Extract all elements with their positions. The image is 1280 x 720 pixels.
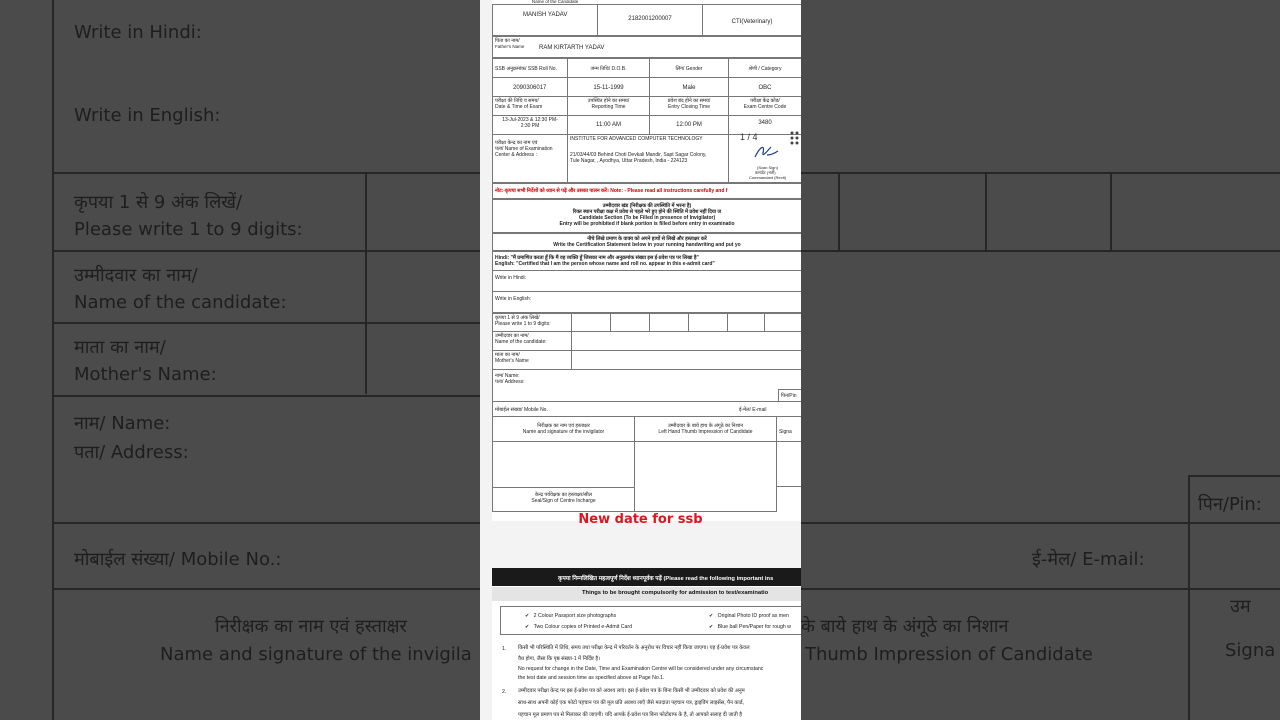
video-caption: New date for ssb [578,512,703,527]
bg-invig-en: Name and signature of the invigila [160,644,472,665]
reg-no: 2182001200007 [628,16,672,22]
digit-box[interactable] [764,313,801,332]
centre-name: INSTITUTE FOR ADVANCED COMPUTER TECHNOLOGY [570,136,703,142]
dob: 15-11-1999 [567,77,650,97]
bg-invig-hi: निरीक्षक का नाम एवं हस्ताक्षर [215,616,407,637]
instructions-subheader: Things to be brought compulsorily for admission to test/examinatio [492,587,801,601]
closing-time: 12:00 PM [649,115,729,135]
candidate-name: MANISH YADAV [523,12,568,18]
reg-no-cell [597,4,703,36]
candidate-name-field[interactable] [571,331,801,351]
statement-row: Hindi: "मैं प्रमाणित करता हूँ कि मैं वह व्यक्ति हूँ जिसका नाम और अनुक्रमांक संख्या इस ई-प्रवेश पत्र पर लिखा है" English: "Certified that I am the person whose name and roll no. appear in this e-admit card" [492,251,801,271]
digits-label: कृपया 1 से 9 अंक लिखें/ Please write 1 to 9 digits: [492,313,572,332]
signature-box: (Scan Sign) कमांडेंट (भर्ती) Commandant (Rectt) [728,134,801,183]
name-caption: Name of the Candidate [532,0,579,4]
father-row [492,36,801,58]
exam-date-label: परीक्षा की तिथि व समय/ Date & Time of Exam [492,96,568,116]
centre-code: 3480 [728,115,801,135]
bg-email: ई-मेल/ E-mail: [1032,549,1145,570]
p2-hi-2: साथ-साथ अपनी कोई एक फोटो पहचान पत्र की मूल प्रति अवश्य लाएँ जैसे मतदाता पहचान पत्र, ड्राइविंग लाइसेंस, पैन कार्ड, [518,700,744,706]
post-cell [702,4,801,36]
certification-header: नीचे लिखे प्रमाण के वाक्य को अपने हाथों से लिखें और हस्ताक्षर करें Write the Certification Statement below in your running handwriting and put yo [492,233,801,251]
address-field[interactable]: नाम/ Name: पता/ Address: [492,369,801,402]
items-box [500,606,801,635]
digit-box[interactable] [727,313,765,332]
centre-address: INSTITUTE FOR ADVANCED COMPUTER TECHNOLOGY 21/03/44/03 Behind Choti Devkali Mandir, Sapt Sagar Colony, Tule Nagar, , Ayodhya, Uttar Pradesh, India - 224123 [567,134,729,183]
closing-label: प्रवेश बंद होने का समय/ Entry Closing Time [649,96,729,116]
p1-hi-2: वैध होगा, जैसा कि पृष्ठ संख्या-1 में निर्दिष्ट है। [518,656,601,662]
exam-datetime: 13-Jul-2023 & 12:30 PM- 2:30 PM [492,115,568,135]
item-photos: ✔ 2 Colour Passport size photographs [525,613,617,619]
bg-write-hindi: Write in Hindi: [74,22,202,43]
note-row: नोट:-कृपया सभी निर्देशों को ध्यान से पढ़ें और उसका पालन करें। Note: - Please read all instructions carefully and f [492,183,801,199]
mother-name-label: माता का नाम/ Mother's Name [492,350,572,370]
drag-handle-icon[interactable] [789,130,799,146]
thumb-box[interactable] [634,441,777,512]
item-admit-copies: ✔ Two Colour copies of Printed e-Admit Card [525,624,632,630]
mother-name-field[interactable] [571,350,801,370]
write-hindi-field[interactable]: Write in Hindi: [492,270,801,292]
category: OBC [728,77,801,97]
p1-hi-1: किसी भी परिस्थिति में तिथि, समय तथा परीक्षा केन्द्र में परिवर्तन के अनुरोध पर विचार नहीं किया जाएगा। यह ई-प्रवेश पत्र केवल [518,645,750,651]
digit-box[interactable] [649,313,689,332]
digit-box[interactable] [610,313,650,332]
bg-name-label: नाम/ Name: [74,413,171,434]
digit-box[interactable] [571,313,611,332]
instructions-header: कृपया निम्नलिखित महत्वपूर्ण निर्देश ध्यानपूर्वक पढ़ें (Please read the following important ins [492,568,801,586]
candidate-name-label: उम्मीदवार का नाम/ Name of the candidate: [492,331,572,351]
p2-hi-3: पहचान मूल प्रमाण पत्र से मिलाकर की जाएगी। यदि आपके ई-प्रवेश पत्र बिना फोटोग्राफ के है, तो आपको सलाह दी जाती है [518,712,743,718]
centre-code-label: परीक्षा केंद्र कोड/ Exam Centre Code [728,96,801,116]
p1-en-2: the test date and session time as specified above at Page No.1. [518,675,665,681]
candidate-section-header: उम्मीदवार खंड (निरीक्षक की उपस्थिति में भरना है) रिक्त स्थान परीक्षा कक्ष में प्रवेश से पहले भरे हुए होने की स्थिति में प्रवेश नहीं दिया ज Candidate Section (To be Filled in presence of Invigilator) Entry will be prohibited if blank portion is filled before entry in examinatio [492,199,801,233]
father-name: RAM KIRTARTH YADAV [539,45,605,51]
thumb-header: उम्मीदवार के बाये हाथ के अंगूठे का निशान Left Hand Thumb Impression of Candidate [634,416,777,442]
signature-icon [753,143,779,161]
reporting-time: 11:00 AM [567,115,650,135]
roll-label: SSB अनुक्रमांक/ SSB Roll No. [492,58,568,78]
bg-sig-en: Signa [1225,640,1276,661]
bg-pin: पिन/Pin: [1198,494,1262,515]
gender-label: लिंग/ Gender [649,58,729,78]
bg-mother-hi: माता का नाम/ [74,337,166,358]
digit-box[interactable] [688,313,728,332]
bg-thumb-hi: के बाये हाथ के अंगूठे का निशान [801,616,1009,637]
invigilator-header: निरीक्षक का नाम एवं हस्ताक्षर Name and signature of the invigilator [492,416,635,442]
signature-header: Signa [776,416,801,442]
bg-candidate-en: Name of the candidate: [74,292,287,313]
admit-card-page [492,0,801,521]
contact-row[interactable]: मोबाईल संख्या/ Mobile No. ई-मेल/ E-mail [492,401,801,417]
bg-mother-en: Mother's Name: [74,364,217,385]
bg-candidate-hi: उम्मीदवार का नाम/ [74,265,198,286]
reporting-label: उपस्थित होने का समय/ Reporting Time [567,96,650,116]
bg-address-label: पता/ Address: [74,442,189,463]
centre-label: परीक्षा केन्द्र का नाम एवं पता/ Name of Examination Center & Address : [492,134,568,183]
candidate-name-cell [492,4,598,36]
gender: Male [649,77,729,97]
seal-box: केन्द्र पर्यवेक्षक का हस्ताक्षर/सील Seal/Sign of Centre Incharge [492,487,635,512]
item-pen: ✔ Blue ball Pen/Paper for rough w [709,624,791,630]
bg-write-english: Write in English: [74,105,221,126]
item-photo-id: ✔ Original Photo ID proof as men [709,613,789,619]
pin-field[interactable]: पिन/Pin [778,389,801,402]
p2-hi-1: उम्मीदवार परीक्षा केन्द्र पर इस ई-प्रवेश पत्र को अवश्य लाएं। इस ई-प्रवेश पत्र के बिना किसी भी उम्मीदवार को प्रवेश की अनुम [518,688,745,694]
bg-thumb-en: Thumb Impression of Candidate [805,644,1093,665]
document-viewer[interactable] [480,0,801,720]
roll-no: 2090306017 [492,77,568,97]
post: CTI(Veterinary) [731,19,773,25]
bg-sig-hi: उम [1230,596,1251,617]
write-english-field[interactable]: Write in English: [492,291,801,313]
father-label-hi: पिता का नाम/ [495,38,520,44]
dob-label: जन्म तिथि/ D.O.B. [567,58,650,78]
category-label: श्रेणी / Category [728,58,801,78]
signature-box-candidate[interactable] [776,441,801,487]
page-indicator: 1 / 4 [740,132,758,142]
bg-mobile: मोबाईल संख्या/ Mobile No.: [74,549,282,570]
father-label-en: Father's Name [495,44,525,49]
invigilator-sign-box[interactable] [492,441,635,488]
bg-digits-hi: कृपया 1 से 9 अंक लिखें/ [74,192,243,213]
bg-digits-en: Please write 1 to 9 digits: [74,219,303,240]
p1-en-1: No request for change in the Date, Time and Examination Centre will be considered under any circumstanc [518,666,764,672]
instructions-page: कृपया निम्नलिखित महत्वपूर्ण निर्देश ध्यानपूर्वक पढ़ें (Please read the following important ins Things to be brought compulsorily for admission to test/examinatio ✔ 2 Colour Passport size photographs ✔ Original Photo ID proof as men ✔ Two Colour copies of Printed e-Admit Card ✔ Blue ball Pen/Paper for rough w 1. किसी भी परिस्थिति में तिथि, समय तथा परीक्षा केन्द्र में परिवर्तन के अनुरोध पर विचार नहीं किया जाएगा। यह ई-प्रवेश पत्र केवल वैध होगा, जैसा कि पृष्ठ संख्या-1 में निर्दिष्ट है। No request for change in the Date, Time and Examination Centre will be considered under any circumstanc the test date and session time as specified above at Page No.1. 2. उम्मीदवार परीक्षा केन्द्र पर इस ई-प्रवेश पत्र को अवश्य लाएं। इस ई-प्रवेश पत्र के बिना किसी भी उम्मीदवार को प्रवेश की अनुम साथ-साथ अपनी कोई एक फोटो पहचान पत्र की मूल प्रति अवश्य लाएँ जैसे मतदाता पहचान पत्र, ड्राइविंग लाइसेंस, पैन कार्ड, पहचान मूल प्रमाण पत्र से मिलाकर की जाएगी। यदि आपके ई-प्रवेश पत्र बिना फोटोग्राफ के है, तो आपको सलाह दी जाती है [492,568,801,720]
